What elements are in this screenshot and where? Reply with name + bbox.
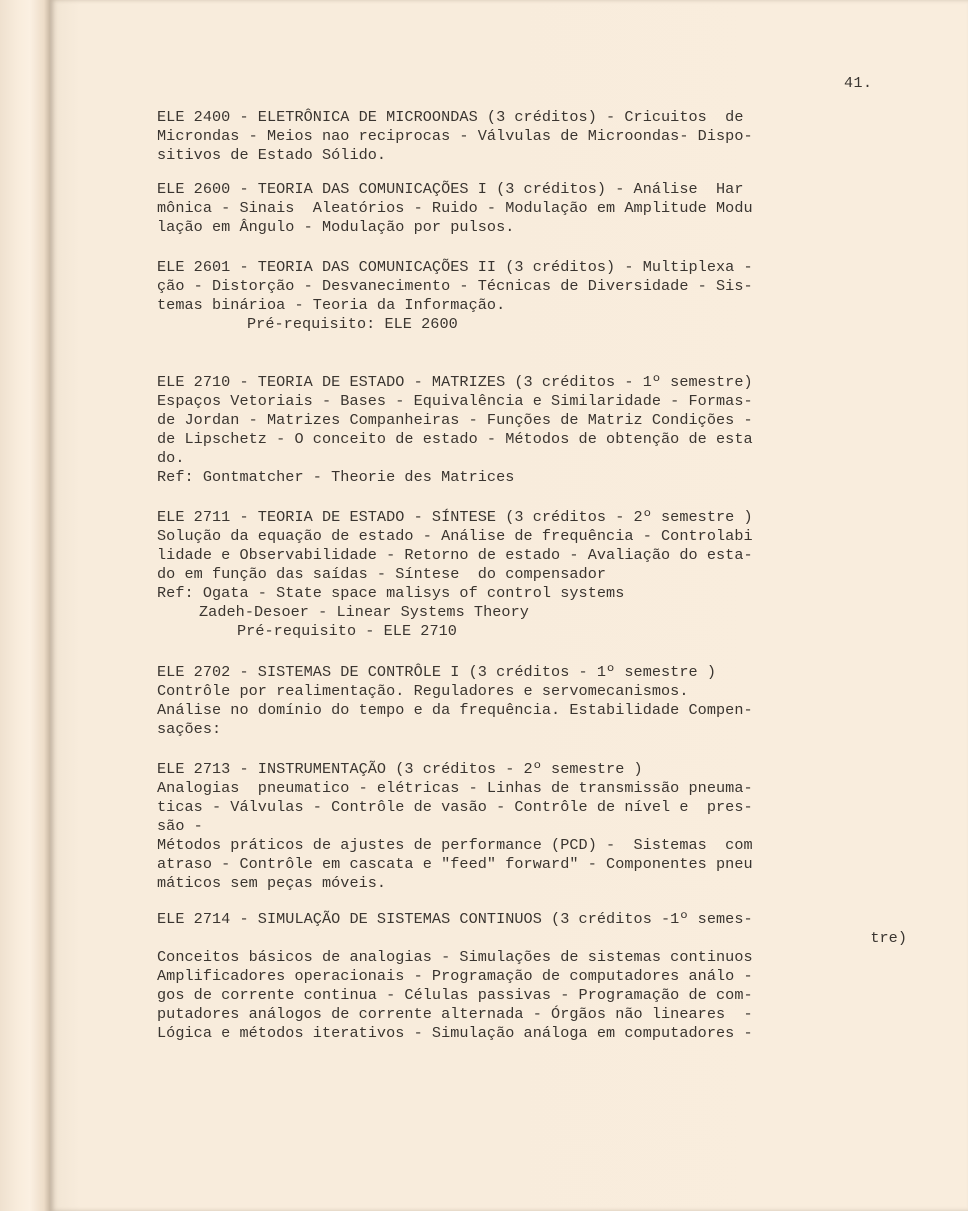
- course-description-line: sitivos de Estado Sólido.: [157, 146, 387, 164]
- course-description-line: Microndas - Meios nao reciprocas - Válvulas de Microondas- Dispo-: [157, 127, 753, 145]
- course-heading: ELE 2400 - ELETRÔNICA DE MICROONDAS (3 créditos) - Cricuitos de: [157, 108, 744, 126]
- course-description-line: Lógica e métodos iterativos - Simulação análoga em computadores -: [157, 1024, 753, 1042]
- course-description-line: são -: [157, 817, 203, 835]
- book-binding-edge: [0, 0, 50, 1211]
- course-entry-ele-2702: [157, 663, 917, 739]
- course-description-line: Métodos práticos de ajustes de performance (PCD) - Sistemas com: [157, 836, 753, 854]
- course-entry-ele-2600: [157, 180, 917, 237]
- course-description-line: sações:: [157, 720, 222, 738]
- course-description-line: do em função das saídas - Síntese do compensador: [157, 565, 607, 583]
- course-description-line: máticos sem peças móveis.: [157, 874, 387, 892]
- course-heading: ELE 2714 - SIMULAÇÃO DE SISTEMAS CONTINUOS (3 créditos -1º semes-: [157, 910, 753, 928]
- course-entry-ele-2400: [157, 108, 917, 165]
- course-description-line: Analogias pneumatico - elétricas - Linhas de transmissão pneuma-: [157, 779, 753, 797]
- course-entry-ele-2711: [157, 508, 917, 641]
- course-description-line: de Lipschetz - O conceito de estado - Métodos de obtenção de esta: [157, 430, 753, 448]
- course-description-line: ção - Distorção - Desvanecimento - Técnicas de Diversidade - Sis-: [157, 277, 753, 295]
- course-heading: ELE 2600 - TEORIA DAS COMUNICAÇÕES I (3 créditos) - Análise Har: [157, 180, 744, 198]
- course-description-line: atraso - Contrôle em cascata e "feed" forward" - Componentes pneu: [157, 855, 753, 873]
- course-entry-ele-2714: [157, 910, 917, 1043]
- course-entry-ele-2713: [157, 760, 917, 893]
- prerequisite: Pré-requisito - ELE 2710: [237, 622, 457, 640]
- reference: Ref: Ogata - State space malisys of control systems: [157, 584, 625, 602]
- reference: Zadeh-Desoer - Linear Systems Theory: [199, 603, 529, 621]
- course-entry-ele-2710: [157, 373, 917, 487]
- course-description-line: lidade e Observabilidade - Retorno de estado - Avaliação do esta-: [157, 546, 753, 564]
- course-description-line: Espaços Vetoriais - Bases - Equivalência e Similaridade - Formas-: [157, 392, 753, 410]
- course-description-line: putadores análogos de corrente alternada - Órgãos não lineares -: [157, 1005, 753, 1023]
- course-entry-ele-2601: [157, 258, 917, 334]
- course-heading: ELE 2711 - TEORIA DE ESTADO - SÍNTESE (3 créditos - 2º semestre ): [157, 508, 753, 526]
- course-heading: ELE 2601 - TEORIA DAS COMUNICAÇÕES II (3 créditos) - Multiplexa -: [157, 258, 753, 276]
- course-heading: ELE 2713 - INSTRUMENTAÇÃO (3 créditos - 2º semestre ): [157, 760, 643, 778]
- course-description-line: Contrôle por realimentação. Reguladores e servomecanismos.: [157, 682, 689, 700]
- course-heading-continuation: tre): [870, 929, 907, 947]
- course-heading: ELE 2702 - SISTEMAS DE CONTRÔLE I (3 créditos - 1º semestre ): [157, 663, 717, 681]
- course-description-line: Conceitos básicos de analogias - Simulações de sistemas continuos: [157, 948, 753, 966]
- course-description-line: ticas - Válvulas - Contrôle de vasão - Contrôle de nível e pres-: [157, 798, 753, 816]
- course-description-line: Análise no domínio do tempo e da frequência. Estabilidade Compen-: [157, 701, 753, 719]
- course-heading: ELE 2710 - TEORIA DE ESTADO - MATRIZES (3 créditos - 1º semestre): [157, 373, 753, 391]
- course-description-line: Solução da equação de estado - Análise de frequência - Controlabi: [157, 527, 753, 545]
- reference: Ref: Gontmatcher - Theorie des Matrices: [157, 468, 515, 486]
- page-number: 41.: [844, 75, 873, 92]
- course-description-line: Amplificadores operacionais - Programação de computadores análo -: [157, 967, 753, 985]
- course-description-line: mônica - Sinais Aleatórios - Ruido - Modulação em Amplitude Modu: [157, 199, 753, 217]
- course-description-line: gos de corrente continua - Células passivas - Programação de com-: [157, 986, 753, 1004]
- course-description-line: lação em Ângulo - Modulação por pulsos.: [157, 218, 515, 236]
- prerequisite: Pré-requisito: ELE 2600: [247, 315, 458, 333]
- course-description-line: temas binárioa - Teoria da Informação.: [157, 296, 506, 314]
- course-description-line: do.: [157, 449, 185, 467]
- course-description-line: de Jordan - Matrizes Companheiras - Funções de Matriz Condições -: [157, 411, 753, 429]
